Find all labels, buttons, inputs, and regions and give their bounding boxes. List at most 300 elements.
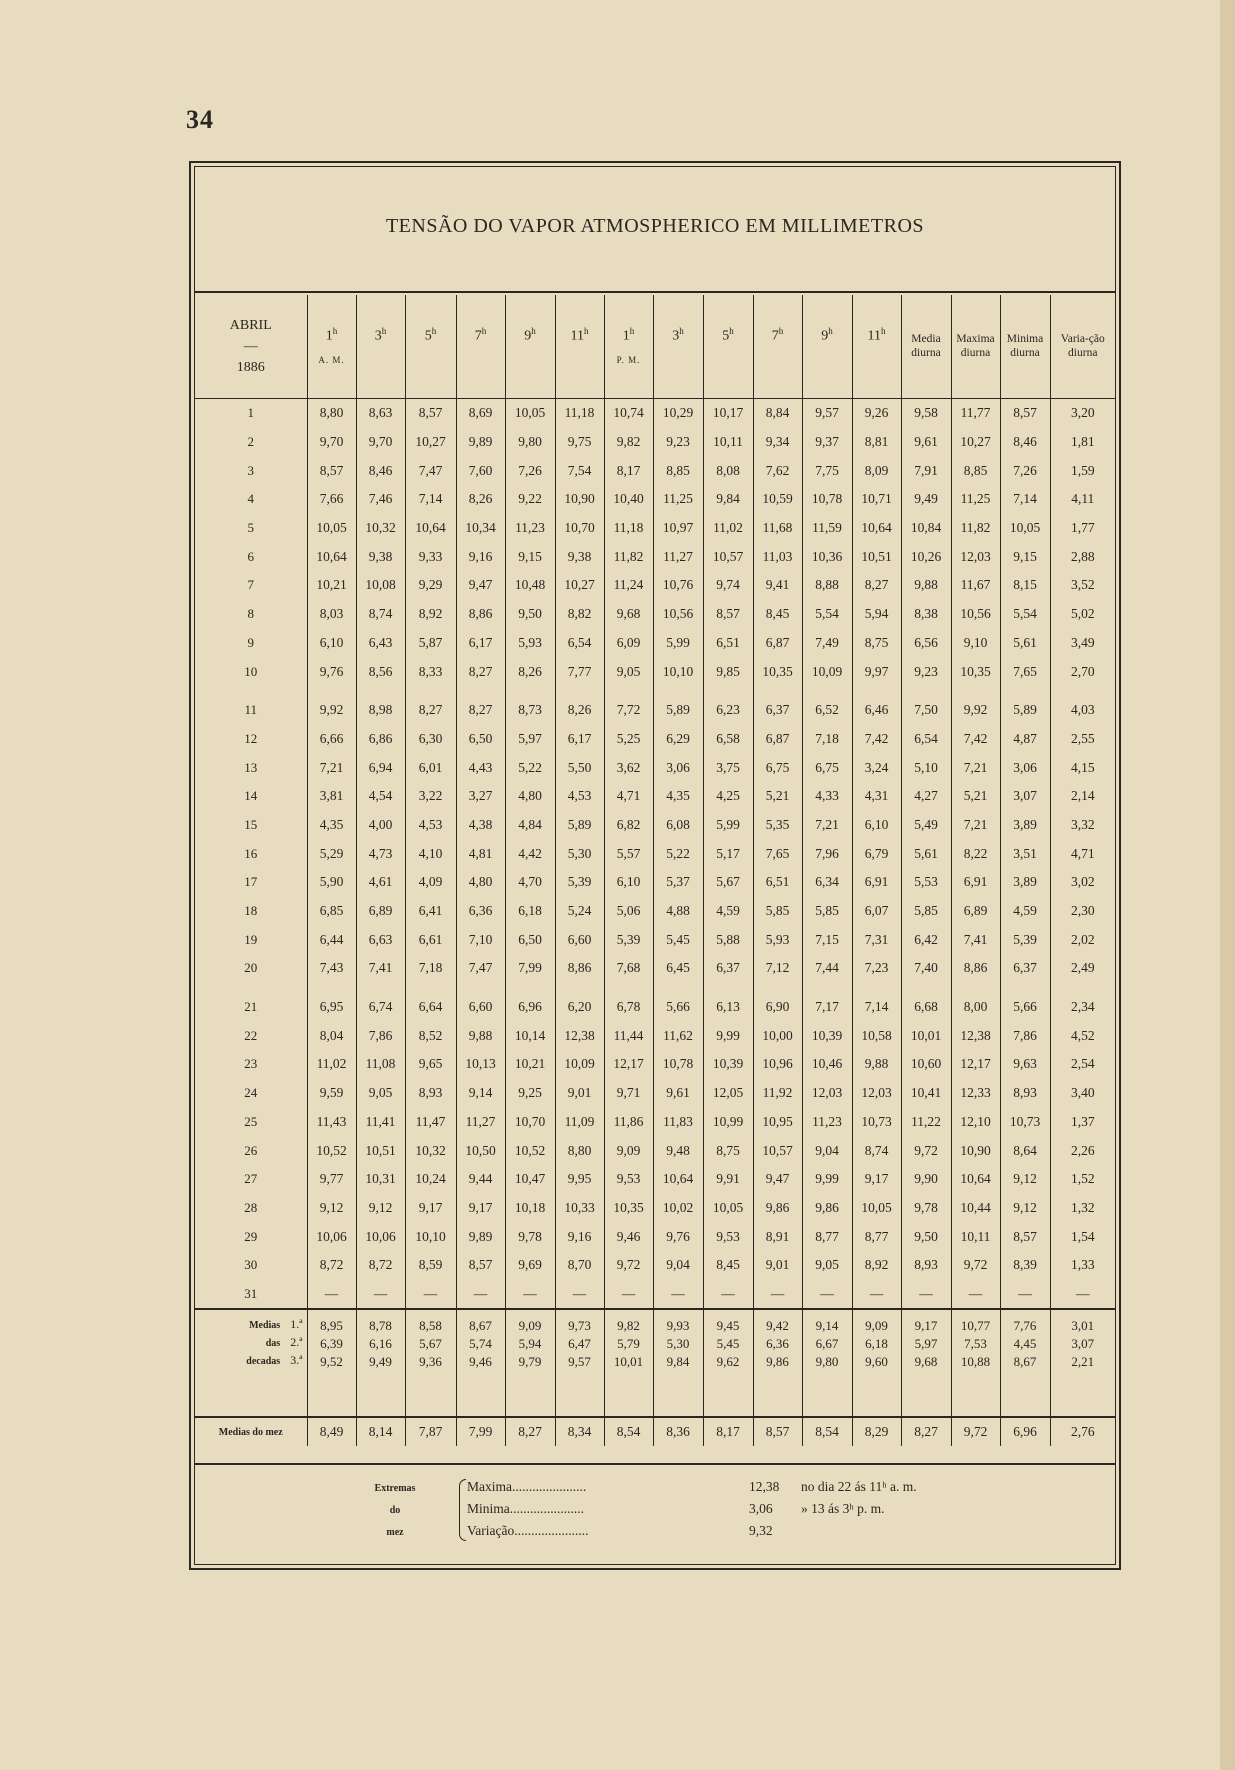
value-cell: 12,10 xyxy=(951,1108,1000,1137)
value-cell: 8,22 xyxy=(951,839,1000,868)
hour-header xyxy=(505,295,555,399)
value-cell: 6,89 xyxy=(356,897,405,926)
extremes-label-3: mez xyxy=(386,1527,404,1538)
value-cell: 10,27 xyxy=(405,428,456,457)
month-mean-value: 6,96 xyxy=(1000,1417,1050,1446)
day-cell: 9 xyxy=(247,634,254,650)
value-cell: 8,73 xyxy=(505,696,555,725)
value-cell: 6,37 xyxy=(703,954,753,983)
value-cell: 4,81 xyxy=(456,839,505,868)
decade-value: 8,67 xyxy=(456,1309,505,1334)
value-cell: 8,45 xyxy=(753,600,802,629)
table-row xyxy=(195,657,1115,686)
decade-value: 9,42 xyxy=(753,1309,802,1334)
spacer-cell xyxy=(555,1370,604,1417)
value-cell: 7,49 xyxy=(802,629,852,658)
value-cell: 6,52 xyxy=(802,696,852,725)
value-cell: 6,34 xyxy=(802,868,852,897)
decade-value: 9,60 xyxy=(852,1352,901,1370)
decade-value: 9,79 xyxy=(505,1352,555,1370)
value-cell: 10,97 xyxy=(653,514,703,543)
extreme-note: » 13 ás 3ʰ p. m. xyxy=(801,1501,885,1516)
value-cell: — xyxy=(1000,1280,1050,1310)
value-cell: 5,94 xyxy=(852,600,901,629)
value-cell: 7,54 xyxy=(555,456,604,485)
value-cell: 5,17 xyxy=(703,839,753,868)
decade-ordinal: 2.ª xyxy=(290,1335,303,1350)
value-cell: 6,17 xyxy=(456,629,505,658)
decade-value: 5,94 xyxy=(505,1334,555,1352)
month-mean-value: 8,14 xyxy=(356,1417,405,1446)
day-cell: 24 xyxy=(244,1085,258,1101)
value-cell: 7,41 xyxy=(356,954,405,983)
hour-label: 3 xyxy=(672,328,680,344)
value-cell: 8,46 xyxy=(1000,428,1050,457)
value-cell: 8,93 xyxy=(405,1079,456,1108)
hour-label: 11 xyxy=(570,328,584,344)
value-cell: 5,88 xyxy=(703,925,753,954)
day-cell: 28 xyxy=(244,1199,258,1215)
decade-gap xyxy=(195,686,1115,696)
decade-gap xyxy=(195,983,1115,993)
gap-cell xyxy=(405,686,456,696)
spacer-row xyxy=(195,1370,1115,1417)
value-cell: 9,80 xyxy=(505,428,555,457)
value-cell: 11,83 xyxy=(653,1108,703,1137)
value-cell: 4,73 xyxy=(356,839,405,868)
decade-value: 7,76 xyxy=(1000,1309,1050,1334)
value-cell: 9,26 xyxy=(852,399,901,428)
hour-unit: h xyxy=(828,326,833,337)
value-cell: 7,72 xyxy=(604,696,653,725)
value-cell: 4,42 xyxy=(505,839,555,868)
value-cell: 9,92 xyxy=(951,696,1000,725)
table-row xyxy=(195,925,1115,954)
period-label xyxy=(506,355,555,366)
header-row xyxy=(195,295,1115,399)
decade-value: 9,09 xyxy=(852,1309,901,1334)
value-cell: 3,24 xyxy=(852,753,901,782)
table-row xyxy=(195,696,1115,725)
value-cell: 8,81 xyxy=(852,428,901,457)
decade-value: 8,58 xyxy=(405,1309,456,1334)
extreme-name-row xyxy=(467,1523,588,1539)
table-frame xyxy=(189,161,1121,1570)
value-cell: 4,00 xyxy=(356,811,405,840)
value-cell: 11,68 xyxy=(753,514,802,543)
value-cell: 10,05 xyxy=(1000,514,1050,543)
day-cell: 3 xyxy=(247,462,254,478)
header-rule xyxy=(195,291,1115,293)
gap-cell xyxy=(852,983,901,993)
value-cell: 8,80 xyxy=(555,1136,604,1165)
value-cell: 3,02 xyxy=(1050,868,1115,897)
value-cell: 11,18 xyxy=(555,399,604,428)
value-cell: 6,09 xyxy=(604,629,653,658)
gap-cell xyxy=(901,983,951,993)
value-cell: 10,11 xyxy=(951,1222,1000,1251)
hour-label: 1 xyxy=(325,328,333,344)
value-cell: 9,37 xyxy=(802,428,852,457)
value-cell: 12,38 xyxy=(951,1021,1000,1050)
value-cell: 3,07 xyxy=(1000,782,1050,811)
value-cell: 9,23 xyxy=(901,657,951,686)
value-cell: 10,56 xyxy=(653,600,703,629)
value-cell: 4,88 xyxy=(653,897,703,926)
value-cell: 5,37 xyxy=(653,868,703,897)
hour-header xyxy=(653,295,703,399)
extreme-name-row xyxy=(467,1501,584,1517)
hour-unit: h xyxy=(332,326,338,337)
gap-cell xyxy=(405,983,456,993)
value-cell: 5,25 xyxy=(604,725,653,754)
value-cell: 10,05 xyxy=(852,1194,901,1223)
value-cell: 5,67 xyxy=(703,868,753,897)
value-cell: 6,18 xyxy=(505,897,555,926)
value-cell: 7,66 xyxy=(307,485,356,514)
extremes-label-1: Extremas xyxy=(374,1483,416,1494)
value-cell: 10,46 xyxy=(802,1050,852,1079)
value-cell: 9,70 xyxy=(356,428,405,457)
value-cell: 8,57 xyxy=(1000,1222,1050,1251)
value-cell: 10,64 xyxy=(852,514,901,543)
value-cell: 4,38 xyxy=(456,811,505,840)
extreme-name-row xyxy=(467,1479,586,1495)
value-cell: 2,34 xyxy=(1050,993,1115,1022)
value-cell: 9,12 xyxy=(356,1194,405,1223)
month-mean-value: 8,54 xyxy=(802,1417,852,1446)
value-cell: 9,25 xyxy=(505,1079,555,1108)
value-cell: 10,73 xyxy=(1000,1108,1050,1137)
value-cell: 3,81 xyxy=(307,782,356,811)
gap-cell xyxy=(802,686,852,696)
value-cell: 4,61 xyxy=(356,868,405,897)
value-cell: 6,10 xyxy=(307,629,356,658)
value-cell: 9,16 xyxy=(456,542,505,571)
value-cell: 5,66 xyxy=(653,993,703,1022)
stat-header: Minima diurna xyxy=(1000,295,1050,399)
value-cell: 5,99 xyxy=(653,629,703,658)
day-cell: 22 xyxy=(244,1027,258,1043)
value-cell: 5,21 xyxy=(951,782,1000,811)
value-cell: 6,41 xyxy=(405,897,456,926)
decade-value: 9,68 xyxy=(901,1352,951,1370)
value-cell: 10,05 xyxy=(307,514,356,543)
value-cell: — xyxy=(753,1280,802,1310)
table-row xyxy=(195,868,1115,897)
value-cell: 11,44 xyxy=(604,1021,653,1050)
value-cell: 8,27 xyxy=(456,696,505,725)
stat-header: Varia-ção diurna xyxy=(1050,295,1115,399)
value-cell: 9,84 xyxy=(703,485,753,514)
value-cell: 7,26 xyxy=(1000,456,1050,485)
value-cell: 3,89 xyxy=(1000,868,1050,897)
value-cell: 7,43 xyxy=(307,954,356,983)
period-label xyxy=(754,355,802,366)
value-cell: 11,62 xyxy=(653,1021,703,1050)
day-cell: 23 xyxy=(244,1056,258,1072)
value-cell: 10,56 xyxy=(951,600,1000,629)
value-cell: 10,90 xyxy=(555,485,604,514)
value-cell: 10,52 xyxy=(307,1136,356,1165)
value-cell: 11,09 xyxy=(555,1108,604,1137)
value-cell: 11,03 xyxy=(753,542,802,571)
value-cell: 9,17 xyxy=(405,1194,456,1223)
value-cell: 3,40 xyxy=(1050,1079,1115,1108)
value-cell: 6,54 xyxy=(555,629,604,658)
value-cell: 5,66 xyxy=(1000,993,1050,1022)
value-cell: 10,70 xyxy=(555,514,604,543)
day-cell: 26 xyxy=(244,1142,258,1158)
value-cell: 9,72 xyxy=(604,1251,653,1280)
hour-label: 11 xyxy=(867,328,881,344)
value-cell: 9,90 xyxy=(901,1165,951,1194)
value-cell: 6,90 xyxy=(753,993,802,1022)
hour-header xyxy=(753,295,802,399)
spacer-cell xyxy=(195,1370,307,1417)
value-cell: 4,71 xyxy=(604,782,653,811)
value-cell: 8,04 xyxy=(307,1021,356,1050)
value-cell: 2,26 xyxy=(1050,1136,1115,1165)
value-cell: 7,65 xyxy=(753,839,802,868)
value-cell: 6,23 xyxy=(703,696,753,725)
value-cell: 9,88 xyxy=(901,571,951,600)
decade-value: 9,46 xyxy=(456,1352,505,1370)
spacer-cell xyxy=(951,1370,1000,1417)
decade-value: 3,07 xyxy=(1050,1334,1115,1352)
value-cell: 8,72 xyxy=(307,1251,356,1280)
value-cell: 11,25 xyxy=(951,485,1000,514)
table-row xyxy=(195,1222,1115,1251)
decade-value: 5,45 xyxy=(703,1334,753,1352)
value-cell: 7,42 xyxy=(951,725,1000,754)
table-row xyxy=(195,725,1115,754)
value-cell: 7,91 xyxy=(901,456,951,485)
value-cell: 6,60 xyxy=(456,993,505,1022)
value-cell: 6,51 xyxy=(753,868,802,897)
value-cell: 2,30 xyxy=(1050,897,1115,926)
value-cell: 9,12 xyxy=(307,1194,356,1223)
value-cell: 10,10 xyxy=(405,1222,456,1251)
decade-value: 9,62 xyxy=(703,1352,753,1370)
value-cell: 6,10 xyxy=(852,811,901,840)
value-cell: 1,32 xyxy=(1050,1194,1115,1223)
value-cell: 4,59 xyxy=(1000,897,1050,926)
value-cell: 8,85 xyxy=(653,456,703,485)
value-cell: 10,78 xyxy=(802,485,852,514)
value-cell: 8,46 xyxy=(356,456,405,485)
value-cell: 6,20 xyxy=(555,993,604,1022)
value-cell: 12,17 xyxy=(951,1050,1000,1079)
value-cell: 2,70 xyxy=(1050,657,1115,686)
day-cell: 6 xyxy=(247,548,254,564)
value-cell: 1,37 xyxy=(1050,1108,1115,1137)
value-cell: 9,65 xyxy=(405,1050,456,1079)
value-cell: 6,50 xyxy=(456,725,505,754)
value-cell: 9,89 xyxy=(456,428,505,457)
value-cell: 9,50 xyxy=(505,600,555,629)
value-cell: 8,70 xyxy=(555,1251,604,1280)
value-cell: 10,40 xyxy=(604,485,653,514)
vapor-tension-table xyxy=(195,295,1115,1446)
value-cell: 8,85 xyxy=(951,456,1000,485)
value-cell: 11,18 xyxy=(604,514,653,543)
period-label: P. M. xyxy=(616,355,641,366)
value-cell: 9,05 xyxy=(356,1079,405,1108)
value-cell: 10,09 xyxy=(802,657,852,686)
value-cell: 7,21 xyxy=(951,753,1000,782)
extreme-name: Minima xyxy=(467,1501,510,1516)
value-cell: 8,57 xyxy=(405,399,456,428)
value-cell: 9,15 xyxy=(1000,542,1050,571)
month-extremes xyxy=(195,1463,1115,1565)
month-mean-value: 7,99 xyxy=(456,1417,505,1446)
decade-value: 3,01 xyxy=(1050,1309,1115,1334)
value-cell: 5,02 xyxy=(1050,600,1115,629)
period-label xyxy=(803,355,852,366)
day-cell: 16 xyxy=(244,845,258,861)
value-cell: 10,06 xyxy=(307,1222,356,1251)
value-cell: 10,71 xyxy=(852,485,901,514)
value-cell: 8,08 xyxy=(703,456,753,485)
value-cell: 10,27 xyxy=(951,428,1000,457)
decade-mean-row xyxy=(195,1309,1115,1334)
value-cell: 11,08 xyxy=(356,1050,405,1079)
day-cell: 12 xyxy=(244,730,258,746)
value-cell: 9,69 xyxy=(505,1251,555,1280)
value-cell: 1,81 xyxy=(1050,428,1115,457)
value-cell: 8,03 xyxy=(307,600,356,629)
value-cell: 9,71 xyxy=(604,1079,653,1108)
value-cell: 5,10 xyxy=(901,753,951,782)
value-cell: 2,54 xyxy=(1050,1050,1115,1079)
gap-cell xyxy=(456,686,505,696)
value-cell: 10,21 xyxy=(505,1050,555,1079)
extreme-name: Maxima xyxy=(467,1479,512,1494)
value-cell: 6,85 xyxy=(307,897,356,926)
extremes-brace xyxy=(459,1479,466,1541)
value-cell: 9,85 xyxy=(703,657,753,686)
value-cell: 8,88 xyxy=(802,571,852,600)
value-cell: 5,24 xyxy=(555,897,604,926)
value-cell: 8,38 xyxy=(901,600,951,629)
table-row xyxy=(195,954,1115,983)
value-cell: 3,51 xyxy=(1000,839,1050,868)
value-cell: 9,74 xyxy=(703,571,753,600)
value-cell: 5,50 xyxy=(555,753,604,782)
value-cell: 11,82 xyxy=(604,542,653,571)
value-cell: 3,89 xyxy=(1000,811,1050,840)
day-cell: 4 xyxy=(247,491,254,507)
value-cell: 5,85 xyxy=(901,897,951,926)
hour-label: 7 xyxy=(474,328,482,344)
value-cell: 8,63 xyxy=(356,399,405,428)
value-cell: 6,78 xyxy=(604,993,653,1022)
value-cell: 8,93 xyxy=(1000,1079,1050,1108)
value-cell: 6,75 xyxy=(802,753,852,782)
decade-value: 9,93 xyxy=(653,1309,703,1334)
value-cell: 2,14 xyxy=(1050,782,1115,811)
day-cell: 10 xyxy=(244,663,258,679)
value-cell: 10,32 xyxy=(356,514,405,543)
value-cell: 5,39 xyxy=(604,925,653,954)
value-cell: 9,77 xyxy=(307,1165,356,1194)
value-cell: 4,71 xyxy=(1050,839,1115,868)
value-cell: 6,89 xyxy=(951,897,1000,926)
value-cell: — xyxy=(555,1280,604,1310)
value-cell: 8,45 xyxy=(703,1251,753,1280)
value-cell: 11,77 xyxy=(951,399,1000,428)
value-cell: 10,35 xyxy=(753,657,802,686)
value-cell: 4,53 xyxy=(555,782,604,811)
value-cell: 9,09 xyxy=(604,1136,653,1165)
value-cell: 3,52 xyxy=(1050,571,1115,600)
decade-value: 8,95 xyxy=(307,1309,356,1334)
gap-cell xyxy=(356,983,405,993)
value-cell: 10,21 xyxy=(307,571,356,600)
table-row xyxy=(195,782,1115,811)
month-label: ABRIL xyxy=(229,318,272,333)
value-cell: 4,59 xyxy=(703,897,753,926)
value-cell: 6,63 xyxy=(356,925,405,954)
value-cell: — xyxy=(703,1280,753,1310)
spacer-cell xyxy=(456,1370,505,1417)
value-cell: 5,57 xyxy=(604,839,653,868)
value-cell: 10,47 xyxy=(505,1165,555,1194)
value-cell: 11,27 xyxy=(653,542,703,571)
extreme-dots: ...................... xyxy=(512,1479,587,1494)
value-cell: 6,51 xyxy=(703,629,753,658)
extreme-value: 3,06 xyxy=(749,1501,773,1516)
month-mean-value: 8,49 xyxy=(307,1417,356,1446)
value-cell: 9,76 xyxy=(653,1222,703,1251)
value-cell: 4,10 xyxy=(405,839,456,868)
decade-value: 9,17 xyxy=(901,1309,951,1334)
value-cell: 1,54 xyxy=(1050,1222,1115,1251)
value-cell: 9,78 xyxy=(505,1222,555,1251)
value-cell: 8,39 xyxy=(1000,1251,1050,1280)
value-cell: 8,33 xyxy=(405,657,456,686)
value-cell: 9,97 xyxy=(852,657,901,686)
value-cell: 8,59 xyxy=(405,1251,456,1280)
day-cell: 27 xyxy=(244,1171,258,1187)
gap-cell xyxy=(1050,686,1115,696)
value-cell: 6,43 xyxy=(356,629,405,658)
table-row xyxy=(195,839,1115,868)
value-cell: 11,02 xyxy=(307,1050,356,1079)
value-cell: 9,10 xyxy=(951,629,1000,658)
value-cell: 8,93 xyxy=(901,1251,951,1280)
hour-unit: h xyxy=(381,326,387,337)
value-cell: — xyxy=(1050,1280,1115,1310)
decade-value: 9,45 xyxy=(703,1309,753,1334)
value-cell: 6,64 xyxy=(405,993,456,1022)
value-cell: 6,58 xyxy=(703,725,753,754)
day-cell: 1 xyxy=(247,405,254,421)
value-cell: 8,74 xyxy=(356,600,405,629)
value-cell: 7,14 xyxy=(1000,485,1050,514)
value-cell: 9,33 xyxy=(405,542,456,571)
decade-value: 9,80 xyxy=(802,1352,852,1370)
value-cell: 5,89 xyxy=(653,696,703,725)
value-cell: 6,79 xyxy=(852,839,901,868)
gap-cell xyxy=(307,983,356,993)
page-number: 34 xyxy=(186,105,214,134)
value-cell: 9,99 xyxy=(802,1165,852,1194)
value-cell: 9,01 xyxy=(555,1079,604,1108)
decade-value: 7,53 xyxy=(951,1334,1000,1352)
day-cell: 8 xyxy=(247,606,254,622)
